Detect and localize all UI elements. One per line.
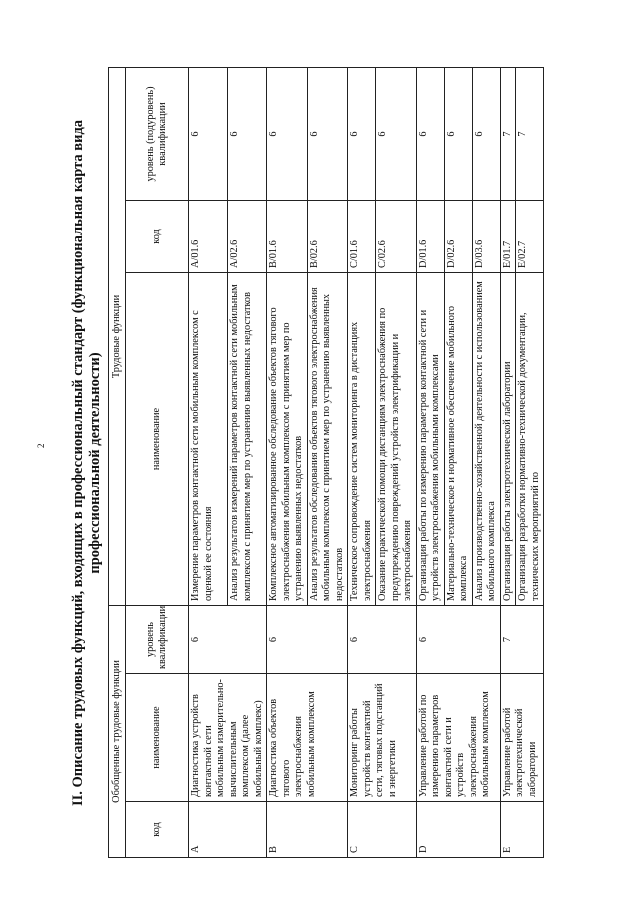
group-level: 6 [416, 605, 500, 673]
page-number: 2 [36, 443, 46, 448]
function-code: C/02.6 [376, 200, 417, 272]
group-code: D [416, 802, 500, 858]
function-name: Материально-техническое и нормативное обеспечение мобильного комплекса [444, 272, 472, 605]
function-level: 6 [228, 67, 267, 200]
group-name: Управление работой электротехнической лаборатории [500, 674, 544, 802]
function-code: E/02.7 [516, 200, 544, 272]
section-title-line-1: II. Описание трудовых функций, входящих в профессиональный стандарт (функциональная карта вида [70, 119, 86, 807]
function-name: Комплексное автоматизированное обследование объектов тягового электроснабжения мобильным комплексом с принятием мер по устранению выявленных недостатков [267, 272, 308, 605]
group-name: Мониторинг работы устройств контактной сети, тяговых подстанций и энергетики [348, 674, 417, 802]
header-qualification-level: уровень квалификации [126, 605, 189, 673]
function-name: Организация разработки нормативно-технической документации, технических мероприятий по [516, 272, 544, 605]
header-generalized-functions: Обобщенные трудовые функции [109, 605, 126, 857]
table-subheader-row [126, 67, 189, 857]
function-level: 6 [376, 67, 417, 200]
header-function-code: код [126, 200, 189, 272]
header-name: наименование [126, 674, 189, 802]
group-code: E [500, 802, 544, 858]
group-level: 7 [500, 605, 544, 673]
function-name: Измерение параметров контактной сети мобильным комплексом с оценкой ее состояния [189, 272, 228, 605]
function-level: 6 [189, 67, 228, 200]
function-level: 6 [307, 67, 348, 200]
function-code: D/02.6 [444, 200, 472, 272]
group-level: 6 [267, 605, 348, 673]
function-code: A/02.6 [228, 200, 267, 272]
function-name: Техническое сопровождение систем мониторинга в дистанциях электроснабжения [348, 272, 376, 605]
group-code: A [189, 802, 267, 858]
header-function-level: уровень (подуровень) квалификации [126, 67, 189, 200]
function-level: 6 [416, 67, 444, 200]
function-code: E/01.7 [500, 200, 516, 272]
group-code: B [267, 802, 348, 858]
function-name: Организация работы электротехнической лаборатории [500, 272, 516, 605]
function-name: Организация работы по измерению параметров контактной сети и устройств электроснабжения мобильными комплексами [416, 272, 444, 605]
function-name: Оказание практической помощи дистанциям электроснабжения по предупреждению повреждений устройств электрификации и электроснабжения [376, 272, 417, 605]
function-code: B/01.6 [267, 200, 308, 272]
table-header-row [109, 67, 126, 857]
group-name: Диагностика объектов тягового электроснабжения мобильным комплексом [267, 674, 348, 802]
table-row [189, 67, 228, 857]
function-code: C/01.6 [348, 200, 376, 272]
functional-map-table [108, 67, 544, 858]
function-level: 7 [516, 67, 544, 200]
function-code: D/01.6 [416, 200, 444, 272]
function-level: 7 [500, 67, 516, 200]
function-level: 6 [472, 67, 500, 200]
group-name: Управление работой по измерению параметров контактной сети и устройств электроснабжения мобильным комплексом [416, 674, 500, 802]
table-row [500, 67, 516, 857]
function-name: Анализ производственно-хозяйственной деятельности с использованием мобильного комплекса [472, 272, 500, 605]
header-labor-functions: Трудовые функции [109, 67, 126, 605]
group-level: 6 [348, 605, 417, 673]
table-row [267, 67, 308, 857]
rotated-content [70, 68, 610, 858]
group-name: Диагностика устройств контактной сети мобильным измерительно-вычислительным комплексом (далее мобильный комплекс) [189, 674, 267, 802]
function-name: Анализ результатов измерений параметров контактной сети мобильным комплексом с принятием мер по устранению выявленных недостатков [228, 272, 267, 605]
function-code: B/02.6 [307, 200, 348, 272]
function-name: Анализ результатов обследования объектов тягового электроснабжения мобильным комплексом с принятием мер по устранению выявленных недостатков [307, 272, 348, 605]
function-level: 6 [267, 67, 308, 200]
function-level: 6 [444, 67, 472, 200]
header-function-name: наименование [126, 272, 189, 605]
section-title [70, 68, 104, 858]
function-level: 6 [348, 67, 376, 200]
table-row [416, 67, 444, 857]
function-code: A/01.6 [189, 200, 228, 272]
function-code: D/03.6 [472, 200, 500, 272]
group-code: C [348, 802, 417, 858]
table-row [348, 67, 376, 857]
section-title-line-2: профессиональной деятельности) [87, 352, 103, 574]
header-code: код [126, 802, 189, 858]
group-level: 6 [189, 605, 267, 673]
